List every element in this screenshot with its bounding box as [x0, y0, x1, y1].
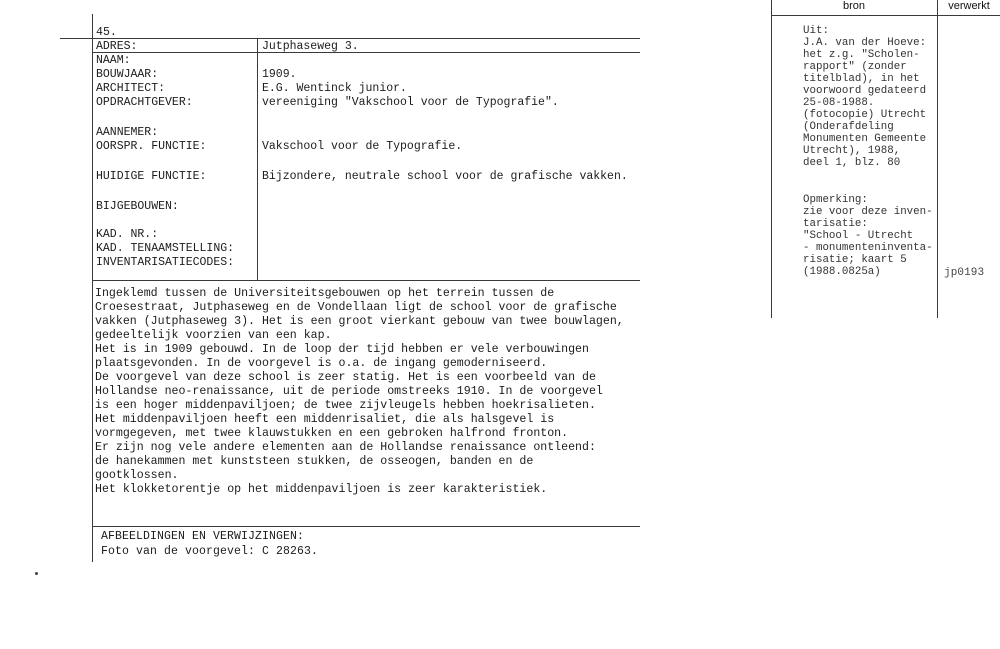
fields-bottom-rule: [92, 280, 640, 281]
references-heading: AFBEELDINGEN EN VERWIJZINGEN:: [101, 530, 305, 543]
description-line: Het klokketorentje op het middenpaviljoen is zeer karakteristiek.: [95, 483, 548, 496]
description-line: gootklossen.: [95, 469, 179, 482]
remark-line: zie voor deze inven-: [803, 206, 933, 218]
description-line: Ingeklemd tussen de Universiteitsgebouwen op het terrein tussen de: [95, 287, 555, 300]
label-naam: NAAM:: [96, 54, 131, 67]
source-line: Uit:: [803, 25, 829, 37]
source-line: voorwoord gedateerd: [803, 85, 927, 97]
description-line: Hollandse neo-renaissance, uit de periode omstreeks 1910. In de voorgevel: [95, 385, 603, 398]
label-inventarisatiecodes: INVENTARISATIECODES:: [96, 256, 235, 269]
remark-line: tarisatie:: [803, 218, 868, 230]
remark-line: (1988.0825a): [803, 266, 881, 278]
label-aannemer: AANNEMER:: [96, 126, 159, 139]
label-bijgebouwen: BIJGEBOUWEN:: [96, 200, 179, 213]
label-huidige-functie: HUIDIGE FUNCTIE:: [96, 170, 207, 183]
source-line: J.A. van der Hoeve:: [803, 37, 927, 49]
source-line: titelblad), in het: [803, 73, 920, 85]
description-left-line: [92, 280, 93, 516]
label-kad-tenaamstelling: KAD. TENAAMSTELLING:: [96, 242, 235, 255]
value-huidige-functie: Bijzondere, neutrale school voor de grafische vakken.: [262, 170, 628, 183]
remark-line: - monumenteninventa-: [803, 242, 933, 254]
sidebar-left-line: [771, 0, 772, 318]
source-line: deel 1, blz. 80: [803, 157, 901, 169]
source-line: (fotocopie) Utrecht: [803, 109, 927, 121]
bron-header: bron: [842, 0, 866, 12]
label-oorspr-functie: OORSPR. FUNCTIE:: [96, 140, 207, 153]
value-oorspr-functie: Vakschool voor de Typografie.: [262, 140, 463, 153]
left-margin-line: [92, 14, 93, 280]
label-opdrachtgever: OPDRACHTGEVER:: [96, 96, 193, 109]
sidebar-divider-line: [937, 0, 938, 318]
source-line: 25-08-1988.: [803, 97, 875, 109]
description-line: vormgegeven, met twee klauwstukken en een gebroken halfrond fronton.: [95, 427, 569, 440]
description-text: [95, 287, 624, 497]
label-adres: ADRES:: [96, 40, 138, 53]
label-kad-nr: KAD. NR.:: [96, 228, 159, 241]
references-line: Foto van de voorgevel: C 28263.: [101, 545, 319, 558]
description-line: vakken (Jutphaseweg 3). Het is een groot vierkant gebouw van twee bouwlagen,: [95, 315, 624, 328]
source-line: Monumenten Gemeente: [803, 133, 927, 145]
sidebar-header-rule: [771, 15, 1000, 16]
value-column-divider: [257, 38, 258, 280]
description-line: plaatsgevonden. In de voorgevel is o.a. de ingang gemoderniseerd.: [95, 357, 548, 370]
source-line: (Onderafdeling: [803, 121, 894, 133]
remark-line: "School - Utrecht: [803, 230, 914, 242]
description-line: Het middenpaviljoen heeft een middenrisaliet, die als halsgevel is: [95, 413, 555, 426]
address-rule: [92, 52, 640, 53]
label-architect: ARCHITECT:: [96, 82, 166, 95]
remark-note: [803, 194, 933, 278]
value-bouwjaar: 1909.: [262, 68, 297, 81]
references-left-line: [92, 510, 93, 562]
remark-line: Opmerking:: [803, 194, 868, 206]
source-line: het z.g. "Scholen-: [803, 49, 920, 61]
top-rule: [60, 38, 640, 39]
label-bouwjaar: BOUWJAAR:: [96, 68, 159, 81]
source-citation: [803, 25, 926, 169]
verwerkt-code: jp0193: [944, 267, 985, 279]
references-top-rule: [92, 526, 640, 527]
description-line: De voorgevel van deze school is zeer statig. Het is een voorbeeld van de: [95, 371, 596, 384]
source-line: Utrecht), 1988,: [803, 145, 901, 157]
description-line: de hanekammen met kunststeen stukken, de osseogen, banden en de: [95, 455, 534, 468]
verwerkt-header: verwerkt: [948, 0, 990, 12]
description-line: Croesestraat, Jutphaseweg en de Vondellaan ligt de school voor de grafische: [95, 301, 617, 314]
source-line: rapport" (zonder: [803, 61, 907, 73]
description-line: Er zijn nog vele andere elementen aan de Hollandse renaissance ontleend:: [95, 441, 596, 454]
remark-line: risatie; kaart 5: [803, 254, 907, 266]
description-line: Het is in 1909 gebouwd. In de loop der tijd hebben er vele verbouwingen: [95, 343, 589, 356]
value-opdrachtgever: vereeniging "Vakschool voor de Typografie".: [262, 96, 559, 109]
record-number: 45.: [96, 26, 118, 39]
description-line: gedeeltelijk voorzien van een kap.: [95, 329, 332, 342]
stray-dot: [35, 572, 38, 575]
value-architect: E.G. Wentinck junior.: [262, 82, 407, 95]
description-line: is een hoger middenpaviljoen; de twee zijvleugels hebben hoekrisalieten.: [95, 399, 596, 412]
value-adres: Jutphaseweg 3.: [262, 40, 359, 53]
